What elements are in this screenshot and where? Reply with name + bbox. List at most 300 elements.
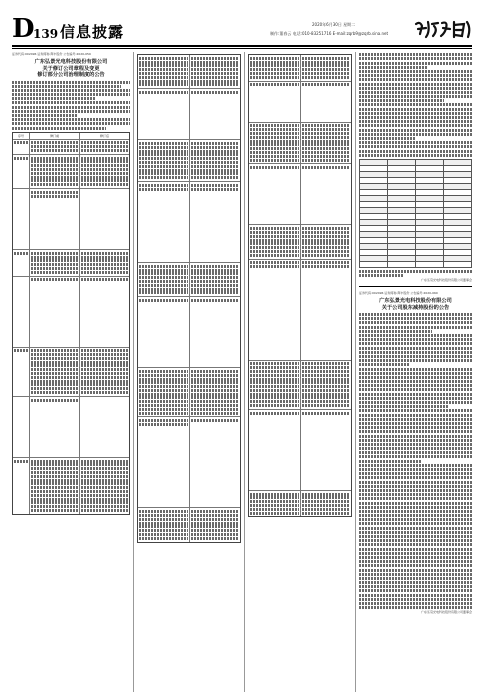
text-block — [12, 81, 130, 84]
text-block — [81, 149, 128, 152]
table-cell — [80, 250, 129, 276]
text-block — [139, 68, 188, 71]
text-block — [302, 151, 351, 154]
text-block — [359, 70, 472, 73]
text-block — [191, 374, 240, 377]
text-block — [139, 80, 188, 83]
table-cell — [30, 155, 80, 188]
text-block — [359, 91, 472, 94]
text-block — [250, 508, 299, 511]
table-row — [138, 182, 240, 263]
text-block — [81, 509, 128, 512]
text-block — [359, 589, 472, 592]
text-block — [250, 400, 299, 403]
masthead-rule — [12, 45, 472, 47]
text-block — [139, 510, 188, 513]
text-block — [12, 114, 77, 117]
text-block — [191, 157, 240, 160]
table-cell — [80, 397, 129, 457]
text-block — [31, 490, 78, 493]
table-cell — [13, 458, 30, 514]
text-block — [139, 408, 188, 411]
section-title: 信息披露 — [60, 23, 125, 41]
text-block — [359, 439, 472, 442]
text-block — [139, 150, 188, 153]
shareholding-table — [359, 159, 472, 268]
column-4 — [359, 52, 472, 692]
text-block — [302, 143, 351, 146]
text-block — [302, 512, 351, 515]
text-block — [31, 259, 78, 262]
text-block — [359, 330, 432, 333]
text-block — [81, 490, 128, 493]
text-block — [250, 239, 299, 242]
text-block — [359, 108, 472, 111]
text-block — [191, 525, 240, 528]
signature-line: 广东弘景光电科技股份有限公司董事会 — [420, 610, 472, 615]
text-block — [191, 518, 240, 521]
text-block — [139, 269, 188, 272]
table-cell — [190, 297, 241, 367]
text-block — [31, 141, 78, 144]
text-block — [359, 506, 472, 509]
text-block — [302, 132, 351, 135]
text-block — [81, 391, 128, 394]
text-block — [81, 364, 128, 367]
text-block — [359, 393, 472, 396]
text-block — [31, 498, 78, 501]
text-block — [191, 284, 240, 287]
text-block — [31, 463, 78, 466]
text-block — [31, 501, 78, 504]
text-block — [31, 145, 78, 148]
text-block — [250, 231, 299, 234]
text-block — [302, 61, 351, 64]
text-block — [31, 263, 78, 266]
text-block — [302, 508, 351, 511]
text-block — [139, 537, 188, 540]
text-block — [359, 87, 472, 90]
table-cell — [249, 55, 301, 81]
text-block — [31, 278, 78, 281]
text-block — [359, 83, 472, 86]
text-block — [139, 64, 188, 67]
table-cell — [249, 410, 301, 490]
amendment-table — [248, 54, 352, 517]
text-block — [359, 577, 472, 580]
text-block — [139, 378, 188, 381]
text-block — [31, 256, 78, 259]
text-block — [81, 486, 128, 489]
text-block — [81, 252, 128, 255]
text-block — [359, 481, 472, 484]
text-block — [81, 494, 128, 497]
text-block — [31, 361, 78, 364]
table-cell — [444, 261, 472, 267]
text-block — [359, 598, 472, 601]
notice-title-line: 关于修订公司章程及变更 — [42, 65, 100, 72]
text-block — [191, 291, 240, 294]
text-block — [191, 533, 240, 536]
text-block — [12, 89, 130, 92]
text-block — [139, 61, 188, 64]
text-block — [302, 64, 351, 67]
text-block — [31, 391, 78, 394]
text-block — [359, 99, 444, 102]
text-block — [191, 400, 240, 403]
table-cell — [80, 155, 129, 188]
table-row — [249, 164, 351, 225]
notice-title — [359, 298, 472, 311]
text-block — [81, 387, 128, 390]
text-block — [359, 543, 472, 546]
text-block — [81, 278, 128, 281]
text-block — [31, 183, 78, 186]
text-block — [302, 235, 351, 238]
text-block — [139, 423, 188, 426]
text-block — [359, 518, 472, 521]
text-block — [359, 435, 472, 438]
table-cell — [138, 263, 190, 296]
text-block — [139, 146, 188, 149]
text-block — [81, 498, 128, 501]
table-cell — [138, 508, 190, 541]
table-cell — [301, 55, 352, 81]
text-block — [250, 64, 299, 67]
text-block — [81, 460, 128, 463]
text-block — [359, 154, 472, 157]
table-row — [249, 55, 351, 82]
table-cell — [80, 140, 129, 154]
text-block — [81, 380, 128, 383]
text-block — [359, 489, 472, 492]
text-block — [359, 556, 472, 559]
table-cell — [190, 55, 241, 88]
text-block — [359, 422, 472, 425]
table-row — [138, 508, 240, 541]
text-block — [250, 140, 299, 143]
table-row — [138, 417, 240, 508]
text-block — [359, 53, 472, 56]
table-cell — [13, 189, 30, 249]
text-block — [250, 136, 299, 139]
text-block — [302, 381, 351, 384]
table-cell — [13, 140, 30, 154]
text-block — [359, 564, 472, 567]
text-block — [31, 176, 78, 179]
table-cell — [138, 417, 190, 507]
text-block — [359, 313, 472, 316]
text-block — [302, 500, 351, 503]
text-block — [250, 132, 299, 135]
text-block — [191, 404, 240, 407]
text-block — [359, 430, 472, 433]
text-block — [139, 525, 188, 528]
text-block — [250, 500, 299, 503]
table-row — [249, 82, 351, 123]
text-block — [302, 57, 351, 60]
text-block — [359, 552, 472, 555]
text-block — [139, 404, 188, 407]
table-cell — [360, 261, 388, 267]
text-block — [250, 385, 299, 388]
table-header-cell: 序号 — [18, 133, 25, 138]
text-block — [81, 357, 128, 360]
text-block — [359, 502, 472, 505]
text-block — [359, 464, 472, 467]
table-cell — [249, 361, 301, 409]
text-block — [250, 261, 299, 264]
table-row — [13, 277, 129, 348]
text-block — [359, 334, 472, 337]
text-block — [81, 263, 128, 266]
column-divider — [355, 52, 356, 692]
text-block — [139, 72, 188, 75]
text-block — [359, 539, 472, 542]
text-block — [31, 467, 78, 470]
table-cell — [13, 133, 30, 139]
text-block — [359, 468, 472, 471]
column-2 — [137, 52, 241, 692]
text-block — [359, 112, 472, 115]
text-block — [81, 505, 128, 508]
text-block — [139, 184, 188, 187]
text-block — [359, 573, 472, 576]
text-block — [14, 460, 28, 463]
text-block — [302, 242, 351, 245]
text-block — [139, 419, 188, 422]
text-block — [191, 76, 240, 79]
text-block — [359, 510, 472, 513]
text-block — [191, 64, 240, 67]
table-row — [249, 410, 351, 491]
text-block — [139, 288, 188, 291]
text-block — [302, 389, 351, 392]
text-block — [81, 501, 128, 504]
text-block — [81, 368, 128, 371]
text-block — [250, 374, 299, 377]
table-cell — [190, 368, 241, 416]
text-block — [359, 522, 472, 525]
text-block — [191, 412, 240, 415]
text-block — [191, 408, 240, 411]
text-block — [12, 118, 130, 121]
text-block — [359, 150, 472, 153]
text-block — [191, 161, 240, 164]
table-row — [138, 89, 240, 140]
text-block — [31, 372, 78, 375]
text-block — [302, 83, 351, 86]
table-cell — [30, 458, 80, 514]
text-block — [31, 509, 78, 512]
text-block — [81, 168, 128, 171]
text-block — [250, 159, 299, 162]
text-block — [191, 80, 240, 83]
text-block — [139, 374, 188, 377]
text-block — [302, 412, 351, 415]
text-block — [359, 485, 472, 488]
table-cell — [80, 277, 129, 347]
text-block — [191, 153, 240, 156]
text-block — [302, 124, 351, 127]
table-cell — [249, 123, 301, 164]
text-block — [250, 378, 299, 381]
text-block — [250, 370, 299, 373]
text-block — [359, 426, 472, 429]
text-block — [250, 61, 299, 64]
text-block — [359, 602, 472, 605]
text-block — [359, 363, 410, 366]
text-block — [250, 254, 299, 257]
table-cell — [30, 397, 80, 457]
text-block — [359, 129, 472, 132]
text-block — [139, 176, 188, 179]
table-cell — [301, 164, 352, 224]
text-block — [81, 141, 128, 144]
text-block — [359, 124, 472, 127]
text-block — [139, 522, 188, 525]
text-block — [191, 61, 240, 64]
dateline: 2020年6月30日 星期二 — [312, 22, 356, 27]
text-block — [139, 153, 188, 156]
text-block — [31, 252, 78, 255]
table-row — [13, 458, 129, 514]
text-block — [359, 455, 472, 458]
text-block — [31, 195, 78, 198]
table-cell — [13, 397, 30, 457]
text-block — [139, 396, 188, 399]
table-cell — [190, 182, 241, 262]
text-block — [359, 145, 472, 148]
amendment-table — [12, 132, 130, 515]
text-block — [359, 472, 472, 475]
text-block — [250, 366, 299, 369]
text-block — [359, 380, 472, 383]
text-block — [139, 389, 188, 392]
text-block — [359, 372, 472, 375]
text-block — [359, 137, 416, 140]
table-row — [13, 250, 129, 277]
text-block — [191, 68, 240, 71]
masthead — [12, 14, 472, 44]
text-block — [31, 179, 78, 182]
text-block — [359, 270, 472, 273]
text-block — [359, 581, 472, 584]
text-block — [302, 374, 351, 377]
text-block — [302, 159, 351, 162]
text-block — [191, 393, 240, 396]
text-block — [191, 165, 240, 168]
text-block — [139, 291, 188, 294]
text-block — [139, 165, 188, 168]
text-block — [302, 68, 351, 71]
text-block — [302, 378, 351, 381]
text-block — [359, 347, 472, 350]
table-cell — [249, 260, 301, 360]
text-block — [139, 142, 188, 145]
text-block — [191, 272, 240, 275]
table-row — [138, 263, 240, 297]
text-block — [139, 284, 188, 287]
text-block — [302, 140, 351, 143]
text-block — [359, 531, 472, 534]
text-block — [31, 164, 78, 167]
text-block — [31, 482, 78, 485]
table-cell — [301, 491, 352, 517]
table-cell — [138, 182, 190, 262]
text-block — [12, 85, 121, 88]
table-cell — [138, 89, 190, 139]
text-block — [250, 128, 299, 131]
text-block — [139, 370, 188, 373]
text-block — [81, 183, 128, 186]
text-block — [250, 389, 299, 392]
text-block — [359, 409, 472, 412]
text-block — [359, 460, 421, 463]
notice-code-line: 证券代码:002496 证券简称:辉丰股份 公告编号:2020-059 — [12, 52, 91, 56]
text-block — [191, 72, 240, 75]
table-row — [249, 123, 351, 165]
text-block — [359, 78, 472, 81]
text-block — [250, 76, 299, 79]
page-letter: D — [12, 14, 35, 44]
table-cell — [138, 55, 190, 88]
text-block — [31, 191, 78, 194]
text-block — [31, 353, 78, 356]
text-block — [81, 259, 128, 262]
text-block — [191, 522, 240, 525]
notice-code-line: 证券代码:002496 证券简称:辉丰股份 公告编号:2020-060 — [359, 291, 438, 296]
text-block — [302, 166, 351, 169]
text-block — [81, 256, 128, 259]
text-block — [139, 157, 188, 160]
text-block — [359, 569, 472, 572]
text-block — [359, 317, 472, 320]
text-block — [191, 288, 240, 291]
table-cell — [138, 140, 190, 181]
text-block — [31, 160, 78, 163]
text-block — [302, 404, 351, 407]
text-block — [250, 155, 299, 158]
text-block — [139, 276, 188, 279]
text-block — [12, 101, 130, 104]
text-block — [302, 393, 351, 396]
text-block — [359, 120, 472, 123]
text-block — [12, 106, 130, 109]
table-header-cell: 修订后 — [100, 133, 110, 138]
text-block — [250, 242, 299, 245]
text-block — [359, 274, 404, 277]
text-block — [302, 147, 351, 150]
text-block — [250, 412, 299, 415]
text-block — [191, 269, 240, 272]
text-block — [139, 412, 188, 415]
text-block — [81, 463, 128, 466]
text-block — [191, 537, 240, 540]
text-block — [31, 376, 78, 379]
text-block — [139, 514, 188, 517]
text-block — [81, 479, 128, 482]
text-block — [359, 116, 472, 119]
text-block — [12, 97, 95, 100]
text-block — [302, 370, 351, 373]
text-block — [139, 76, 188, 79]
text-block — [31, 349, 78, 352]
text-block — [302, 76, 351, 79]
text-block — [250, 147, 299, 150]
text-block — [139, 529, 188, 532]
text-block — [81, 475, 128, 478]
